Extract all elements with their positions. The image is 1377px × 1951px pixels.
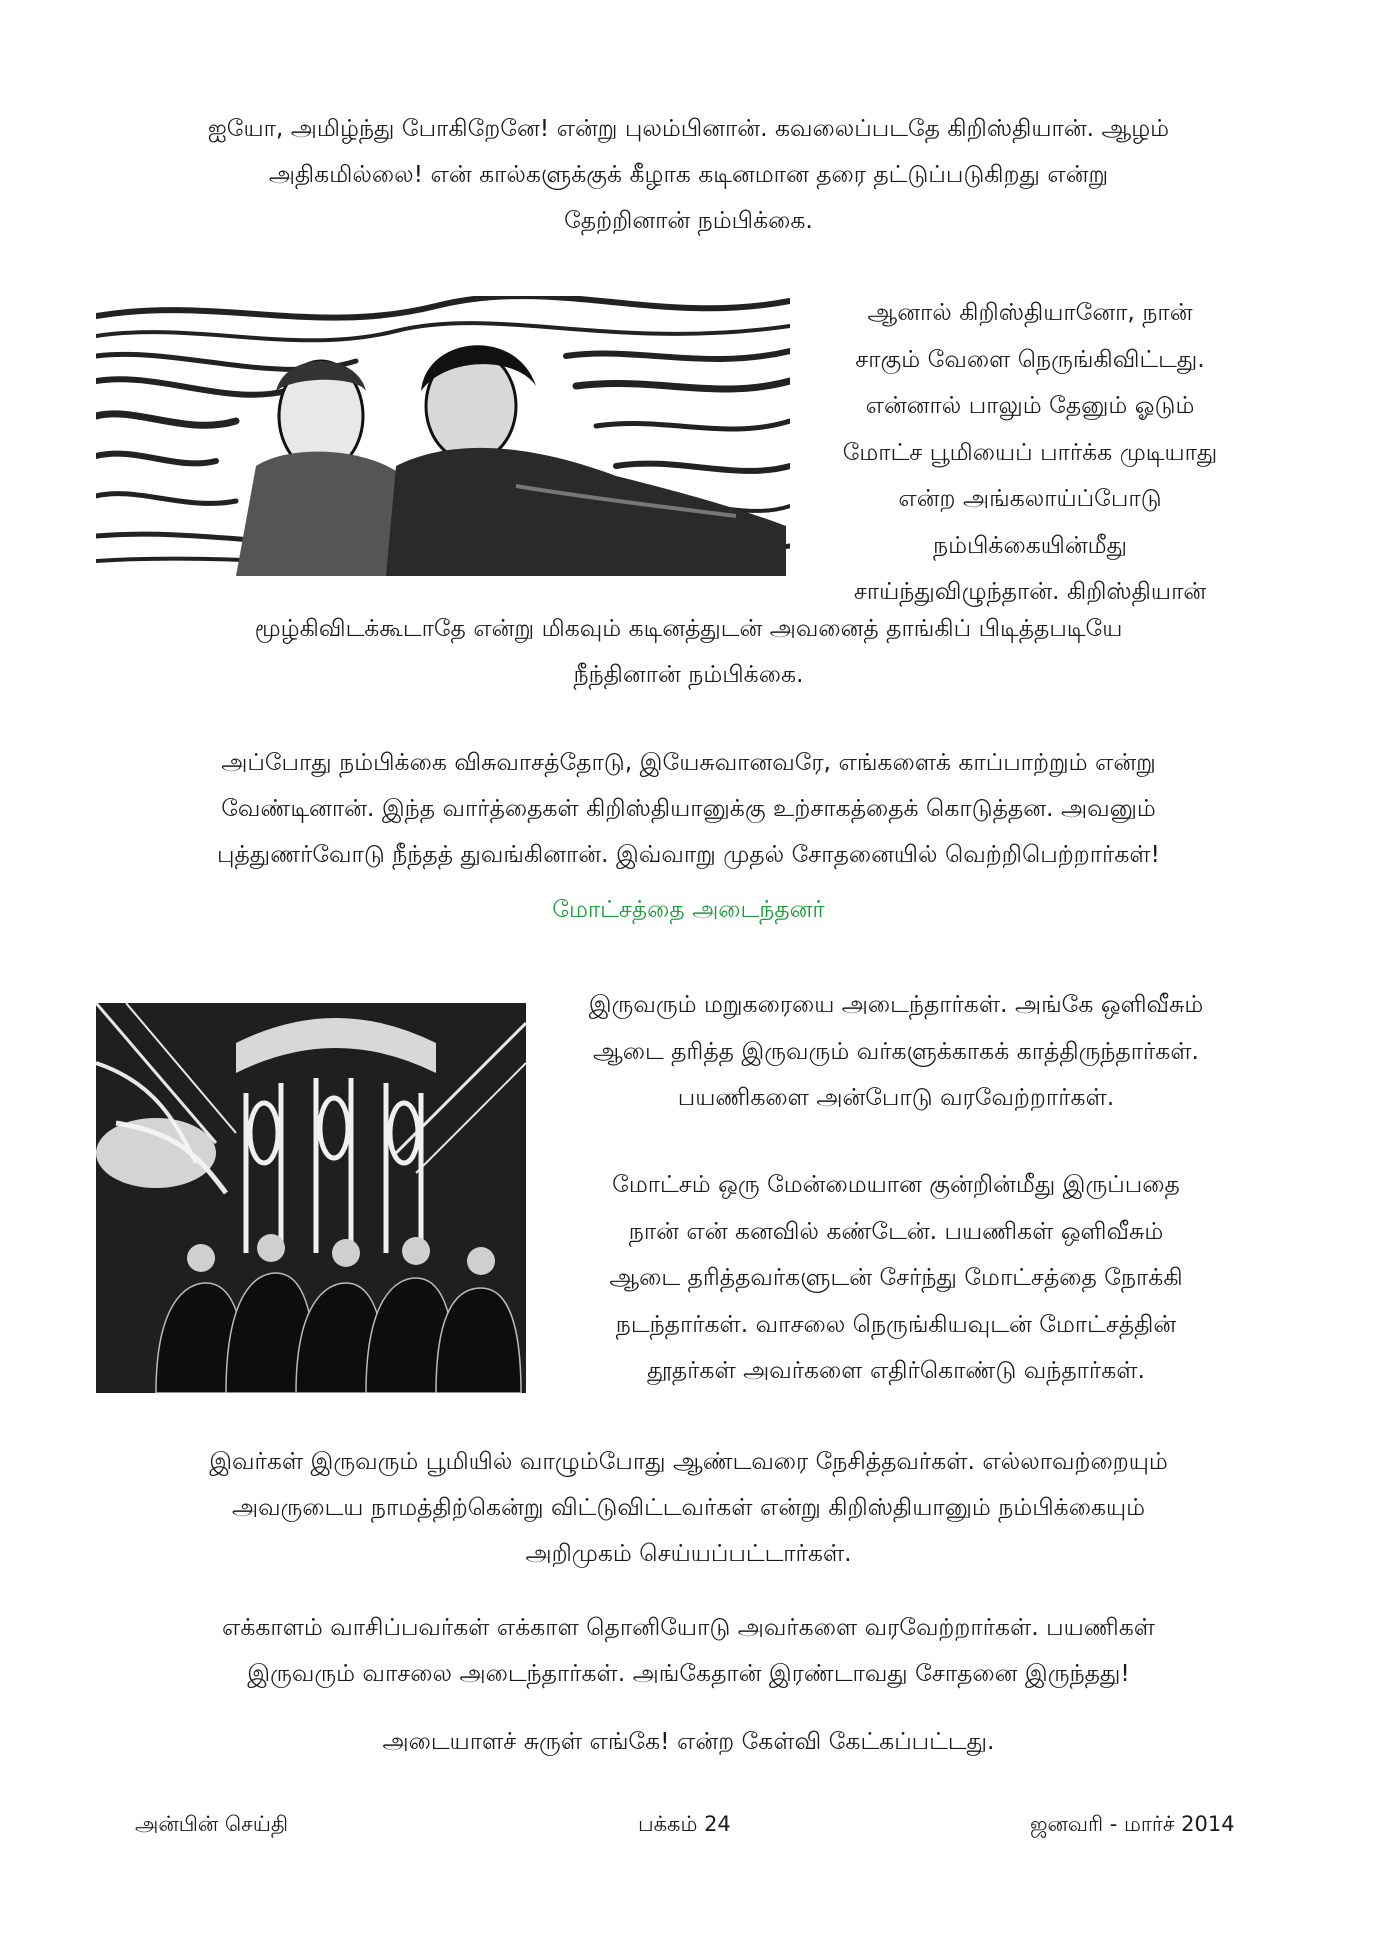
gate-illustration (96, 1003, 526, 1393)
paragraph-8: அடையாளச் சுருள் எங்கே! என்ற கேள்வி கேட்கப்பட்டது. (382, 1727, 995, 1755)
footer-page-number: பக்கம் 24 (638, 1812, 731, 1836)
footer-publication-name: அன்பின் செய்தி (135, 1812, 289, 1836)
paragraph-4-side: இருவரும் மறுகரையை அடைந்தார்கள். அங்கே ஒளிவீசும் ஆடை தரித்த இருவரும் வர்களுக்காகக் காத்திருந்தார்கள். பயணிகளை அன்போடு வரவேற்றார்கள். (588, 990, 1204, 1111)
paragraph-2-continued: மூழ்கிவிடக்கூடாதே என்று மிகவும் கடினத்துடன் அவனைத் தாங்கிப் பிடித்தபடியே நீந்தினான் நம்பிக்கை. (254, 614, 1123, 688)
paragraph-3: அப்போது நம்பிக்கை விசுவாசத்தோடு, இயேசுவானவரே, எங்களைக் காப்பாற்றும் என்று வேண்டினான். இந்த வார்த்தைகள் கிறிஸ்தியானுக்கு உற்சாகத்தைக் கொடுத்தன. அவனும் புத்துணர்வோடு நீந்தத் துவங்கினான். இவ்வாறு முதல் சோதனையில் வெற்றிபெற்றார்கள்! (217, 748, 1160, 868)
footer-issue-date: ஜனவரி - மார்ச் 2014 (1030, 1812, 1235, 1836)
paragraph-1: ஐயோ, அமிழ்ந்து போகிறேனே! என்று புலம்பினான். கவலைப்படதே கிறிஸ்தியான். ஆழம் அதிகமில்லை! என் கால்களுக்குக் கீழாக கடினமான தரை தட்டுப்படுகிறது என்று தேற்றினான் நம்பிக்கை. (207, 114, 1170, 234)
paragraph-2-side: ஆனால் கிறிஸ்தியானோ, நான் சாகும் வேளை நெருங்கிவிட்டது. என்னால் பாலும் தேனும் ஓடும் மோட்ச பூமியைப் பார்க்க முடியாது என்ற அங்கலாய்ப்போடு நம்பிக்கையின்மீது சாய்ந்துவிழுந்தான். கிறிஸ்தியான் (842, 298, 1218, 605)
swimming-illustration-art (96, 296, 790, 576)
paragraph-6: இவர்கள் இருவரும் பூமியில் வாழும்போது ஆண்டவரை நேசித்தவர்கள். எல்லாவற்றையும் அவருடைய நாமத்திற்கென்று விட்டுவிட்டவர்கள் என்று கிறிஸ்தியானும் நம்பிக்கையும் அறிமுகம் செய்யப்பட்டார்கள். (209, 1447, 1168, 1567)
swimming-illustration (96, 296, 790, 576)
section-heading: மோட்சத்தை அடைந்தனர் (552, 895, 825, 923)
paragraph-7: எக்காளம் வாசிப்பவர்கள் எக்காள தொனியோடு அவர்களை வரவேற்றார்கள். பயணிகள் இருவரும் வாசலை அடைந்தார்கள். அங்கேதான் இரண்டாவது சோதனை இருந்தது! (222, 1613, 1155, 1687)
paragraph-5-side: மோட்சம் ஒரு மேன்மையான குன்றின்மீது இருப்பதை நான் என் கனவில் கண்டேன். பயணிகள் ஒளிவீசும் ஆடை தரித்தவர்களுடன் சேர்ந்து மோட்சத்தை நோக்கி நடந்தார்கள். வாசலை நெருங்கியவுடன் மோட்சத்தின் தூதர்கள் அவர்களை எதிர்கொண்டு வந்தார்கள். (609, 1170, 1183, 1384)
gate-illustration-art (96, 1003, 526, 1393)
